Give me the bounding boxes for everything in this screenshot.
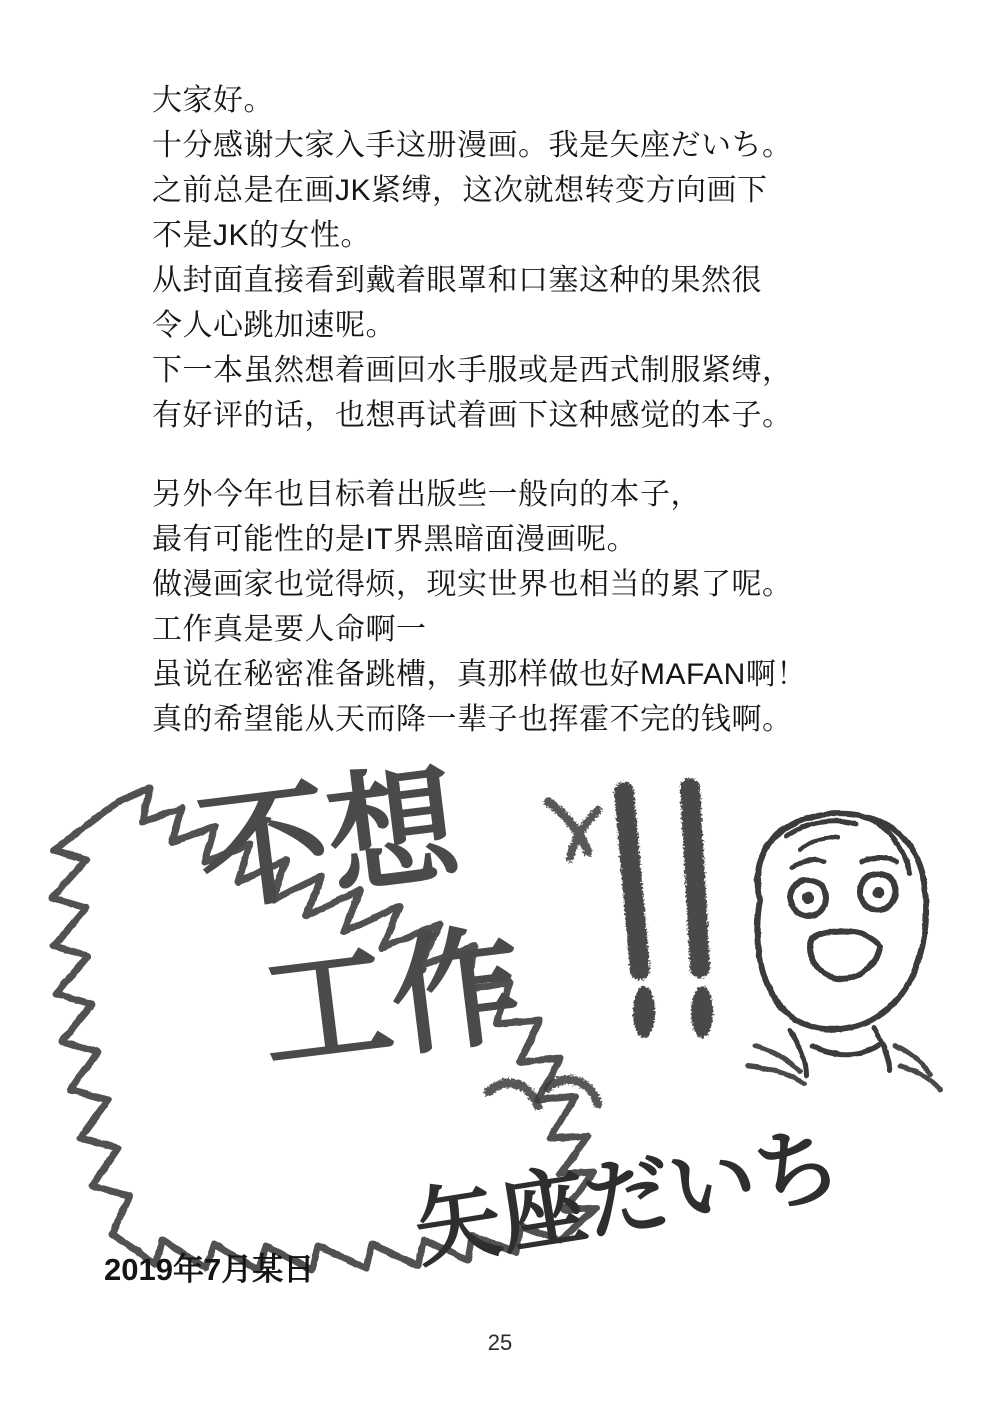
- afterword-line: 最有可能性的是IT界黑暗面漫画呢。: [152, 523, 638, 556]
- burst-text-line2: 工作: [253, 908, 530, 1091]
- burst-text: [190, 748, 530, 1091]
- afterword-line: 之前总是在画JK紧缚，这次就想转变方向画下: [152, 174, 768, 207]
- afterword-line: 有好评的话，也想再试着画下这种感觉的本子。: [152, 399, 793, 432]
- afterword-line: 工作真是要人命啊一: [152, 613, 427, 646]
- cartoon-face-icon: [748, 814, 940, 1090]
- afterword-line: 另外今年也目标着出版些一般向的本子，: [152, 478, 701, 511]
- afterword-line: 从封面直接看到戴着眼罩和口塞这种的果然很: [152, 264, 762, 297]
- afterword-line: 下一本虽然想着画回水手服或是西式制服紧缚，: [152, 354, 793, 387]
- date-stamp: 2019年7月某日: [104, 1252, 315, 1287]
- burst-text-line1: 不想: [190, 748, 467, 931]
- afterword-paragraph-1: [152, 78, 892, 438]
- afterword-paragraph-2: [152, 472, 892, 742]
- afterword-line: 做漫画家也觉得烦，现实世界也相当的累了呢。: [152, 568, 793, 601]
- afterword-line: 虽说在秘密准备跳槽，真那样做也好MAFAN啊！: [152, 658, 807, 691]
- afterword-text-block: [152, 78, 892, 742]
- afterword-line: 令人心跳加速呢。: [152, 309, 396, 342]
- page-number: 25: [487, 1330, 513, 1355]
- afterword-line: 十分感谢大家入手这册漫画。我是矢座だいち。: [152, 129, 793, 162]
- afterword-line: 不是JK的女性。: [152, 219, 372, 252]
- signature-text: 矢座だいち: [407, 1114, 848, 1281]
- signature: [408, 1115, 848, 1281]
- afterword-line: 大家好。: [152, 84, 274, 117]
- afterword-line: 真的希望能从天而降一辈子也挥霍不完的钱啊。: [152, 703, 793, 736]
